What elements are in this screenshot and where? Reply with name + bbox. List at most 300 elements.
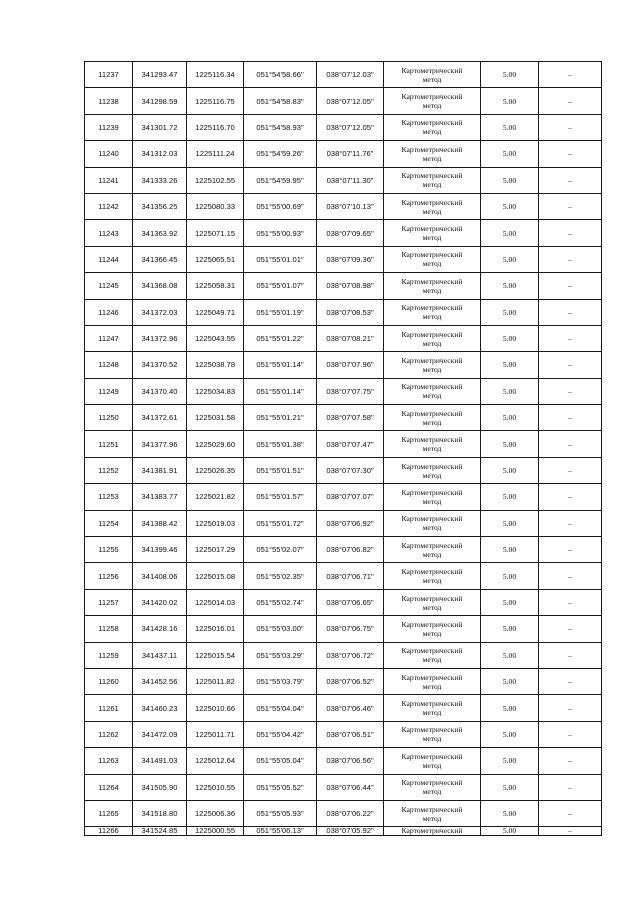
coord-y-cell: 1225012.64 (187, 748, 244, 774)
point-number-cell: 11258 (85, 616, 133, 642)
method-cell (384, 616, 481, 642)
method-line-2: метод (422, 153, 442, 163)
method-cell (384, 748, 481, 774)
method-line-1: Картометрический (401, 276, 463, 286)
point-number-cell: 11246 (85, 299, 133, 325)
note-cell: – (539, 800, 602, 826)
method-line-2: метод (422, 444, 442, 454)
longitude-cell: 038°07'07.47" (317, 431, 384, 457)
method-line-2: метод (422, 681, 442, 691)
latitude-cell: 051°55'01.14" (244, 352, 317, 378)
method-line-1: Картометрический (401, 382, 463, 392)
accuracy-cell: 5.00 (481, 405, 539, 431)
method-line-2: метод (422, 628, 442, 638)
method-line-1: Картометрический (401, 826, 463, 836)
method-line-1: Картометрический (401, 646, 463, 656)
method-line-1: Картометрический (401, 619, 463, 629)
table-row (85, 378, 602, 404)
point-number-cell: 11243 (85, 220, 133, 246)
method-cell (384, 668, 481, 694)
method-line-1: Картометрический (401, 461, 463, 471)
coord-y-cell: 1225029.60 (187, 431, 244, 457)
method-line-2: метод (422, 576, 442, 586)
method-line-1: Картометрический (401, 197, 463, 207)
coord-y-cell: 1225065.51 (187, 246, 244, 272)
method-line-2: метод (422, 338, 442, 348)
method-line-1: Картометрический (401, 329, 463, 339)
longitude-cell: 038°07'07.75" (317, 378, 384, 404)
longitude-cell: 038°07'09.36" (317, 246, 384, 272)
method-line-1: Картометрический (401, 408, 463, 418)
table-row (85, 431, 602, 457)
table-row (85, 273, 602, 299)
coord-y-cell: 1225021.82 (187, 484, 244, 510)
method-line-2: метод (422, 206, 442, 216)
point-number-cell: 11266 (85, 827, 133, 836)
method-cell (384, 88, 481, 114)
method-line-1: Картометрический (401, 514, 463, 524)
coord-x-cell: 341372.03 (133, 299, 187, 325)
coord-y-cell: 1225026.35 (187, 457, 244, 483)
method-line-1: Картометрический (401, 303, 463, 313)
method-line-2: метод (422, 259, 442, 269)
longitude-cell: 038°07'05.92" (317, 827, 384, 836)
coord-y-cell: 1225019.03 (187, 510, 244, 536)
method-line-1: Картометрический (401, 778, 463, 788)
latitude-cell: 051°55'05.52" (244, 774, 317, 800)
accuracy-cell: 5.00 (481, 378, 539, 404)
longitude-cell: 038°07'09.65" (317, 220, 384, 246)
point-number-cell: 11256 (85, 563, 133, 589)
point-number-cell: 11263 (85, 748, 133, 774)
latitude-cell: 051°55'01.38" (244, 431, 317, 457)
method-cell (384, 273, 481, 299)
method-line-1: Картометрический (401, 250, 463, 260)
point-number-cell: 11265 (85, 800, 133, 826)
coord-x-cell: 341293.47 (133, 62, 187, 88)
table-row (85, 563, 602, 589)
coord-x-cell: 341372.61 (133, 405, 187, 431)
note-cell: – (539, 88, 602, 114)
table-row (85, 220, 602, 246)
method-cell (384, 62, 481, 88)
point-number-cell: 11248 (85, 352, 133, 378)
note-cell: – (539, 141, 602, 167)
method-line-2: метод (422, 285, 442, 295)
accuracy-cell: 5.00 (481, 299, 539, 325)
coord-y-cell: 1225116.75 (187, 88, 244, 114)
method-line-2: метод (422, 180, 442, 190)
table-row (85, 405, 602, 431)
point-number-cell: 11252 (85, 457, 133, 483)
table-row (85, 352, 602, 378)
coord-x-cell: 341518.80 (133, 800, 187, 826)
note-cell: – (539, 62, 602, 88)
point-number-cell: 11255 (85, 537, 133, 563)
longitude-cell: 038°07'06.51" (317, 721, 384, 747)
longitude-cell: 038°07'06.65" (317, 589, 384, 615)
coord-y-cell: 1225017.29 (187, 537, 244, 563)
accuracy-cell: 5.00 (481, 695, 539, 721)
latitude-cell: 051°55'00.69" (244, 193, 317, 219)
longitude-cell: 038°07'06.71" (317, 563, 384, 589)
point-number-cell: 11249 (85, 378, 133, 404)
coord-x-cell: 341408.06 (133, 563, 187, 589)
note-cell: – (539, 431, 602, 457)
method-cell (384, 325, 481, 351)
method-cell (384, 167, 481, 193)
coord-x-cell: 341460.23 (133, 695, 187, 721)
table-row (85, 642, 602, 668)
method-cell (384, 352, 481, 378)
table-row (85, 537, 602, 563)
latitude-cell: 051°54'59.95" (244, 167, 317, 193)
coord-y-cell: 1225015.54 (187, 642, 244, 668)
longitude-cell: 038°07'06.22" (317, 800, 384, 826)
coord-y-cell: 1225010.55 (187, 774, 244, 800)
table-row (85, 668, 602, 694)
note-cell: – (539, 748, 602, 774)
note-cell: – (539, 220, 602, 246)
table-row (85, 721, 602, 747)
coord-x-cell: 341363.92 (133, 220, 187, 246)
coord-x-cell: 341420.02 (133, 589, 187, 615)
point-number-cell: 11260 (85, 668, 133, 694)
method-line-1: Картометрический (401, 435, 463, 445)
note-cell: – (539, 774, 602, 800)
latitude-cell: 051°55'02.35" (244, 563, 317, 589)
point-number-cell: 11250 (85, 405, 133, 431)
coord-x-cell: 341370.52 (133, 352, 187, 378)
point-number-cell: 11259 (85, 642, 133, 668)
accuracy-cell: 5.00 (481, 616, 539, 642)
latitude-cell: 051°54'58.83" (244, 88, 317, 114)
table-row (85, 246, 602, 272)
latitude-cell: 051°55'01.07" (244, 273, 317, 299)
coord-x-cell: 341370.40 (133, 378, 187, 404)
point-number-cell: 11247 (85, 325, 133, 351)
latitude-cell: 051°55'01.14" (244, 378, 317, 404)
coord-x-cell: 341399.46 (133, 537, 187, 563)
note-cell: – (539, 405, 602, 431)
method-line-1: Картометрический (401, 65, 463, 75)
note-cell: – (539, 695, 602, 721)
note-cell: – (539, 642, 602, 668)
accuracy-cell: 5.00 (481, 589, 539, 615)
coord-x-cell: 341381.91 (133, 457, 187, 483)
method-line-2: метод (422, 655, 442, 665)
longitude-cell: 038°07'11.76" (317, 141, 384, 167)
note-cell: – (539, 589, 602, 615)
longitude-cell: 038°07'06.56" (317, 748, 384, 774)
method-line-1: Картометрический (401, 355, 463, 365)
coord-x-cell: 341356.25 (133, 193, 187, 219)
method-line-2: метод (422, 364, 442, 374)
point-number-cell: 11254 (85, 510, 133, 536)
method-line-2: метод (422, 734, 442, 744)
coord-x-cell: 341333.26 (133, 167, 187, 193)
latitude-cell: 051°55'01.72" (244, 510, 317, 536)
coord-x-cell: 341301.72 (133, 114, 187, 140)
table-row (85, 88, 602, 114)
method-line-2: метод (422, 391, 442, 401)
accuracy-cell: 5.00 (481, 167, 539, 193)
accuracy-cell: 5.00 (481, 510, 539, 536)
table-row (85, 827, 602, 836)
coord-y-cell: 1225000.55 (187, 827, 244, 836)
coord-y-cell: 1225116.70 (187, 114, 244, 140)
coord-y-cell: 1225011.82 (187, 668, 244, 694)
accuracy-cell: 5.00 (481, 62, 539, 88)
point-number-cell: 11251 (85, 431, 133, 457)
method-cell (384, 774, 481, 800)
table-row (85, 193, 602, 219)
latitude-cell: 051°55'00.93" (244, 220, 317, 246)
point-number-cell: 11262 (85, 721, 133, 747)
latitude-cell: 051°54'58.66" (244, 62, 317, 88)
method-cell (384, 537, 481, 563)
note-cell: – (539, 167, 602, 193)
longitude-cell: 038°07'12.05" (317, 114, 384, 140)
accuracy-cell: 5.00 (481, 141, 539, 167)
method-line-2: метод (422, 602, 442, 612)
latitude-cell: 051°54'58.93" (244, 114, 317, 140)
longitude-cell: 038°07'07.07" (317, 484, 384, 510)
longitude-cell: 038°07'08.21" (317, 325, 384, 351)
method-cell (384, 695, 481, 721)
note-cell: – (539, 537, 602, 563)
method-line-2: метод (422, 496, 442, 506)
coord-x-cell: 341388.42 (133, 510, 187, 536)
longitude-cell: 038°07'08.98" (317, 273, 384, 299)
accuracy-cell: 5.00 (481, 563, 539, 589)
longitude-cell: 038°07'06.72" (317, 642, 384, 668)
accuracy-cell: 5.00 (481, 748, 539, 774)
note-cell: – (539, 352, 602, 378)
note-cell: – (539, 114, 602, 140)
table-row (85, 325, 602, 351)
accuracy-cell: 5.00 (481, 431, 539, 457)
point-number-cell: 11240 (85, 141, 133, 167)
method-cell (384, 378, 481, 404)
accuracy-cell: 5.00 (481, 800, 539, 826)
latitude-cell: 051°55'06.13" (244, 827, 317, 836)
latitude-cell: 051°55'01.01" (244, 246, 317, 272)
method-line-1: Картометрический (401, 804, 463, 814)
point-number-cell: 11257 (85, 589, 133, 615)
method-line-1: Картометрический (401, 699, 463, 709)
accuracy-cell: 5.00 (481, 193, 539, 219)
method-line-2: метод (422, 549, 442, 559)
method-cell (384, 721, 481, 747)
accuracy-cell: 5.00 (481, 457, 539, 483)
table-row (85, 141, 602, 167)
note-cell: – (539, 273, 602, 299)
longitude-cell: 038°07'06.82" (317, 537, 384, 563)
coord-y-cell: 1225038.78 (187, 352, 244, 378)
point-number-cell: 11237 (85, 62, 133, 88)
longitude-cell: 038°07'11.30" (317, 167, 384, 193)
accuracy-cell: 5.00 (481, 325, 539, 351)
note-cell: – (539, 827, 602, 836)
point-number-cell: 11239 (85, 114, 133, 140)
coord-x-cell: 341428.16 (133, 616, 187, 642)
method-line-1: Картометрический (401, 171, 463, 181)
table-row (85, 616, 602, 642)
coord-y-cell: 1225010.66 (187, 695, 244, 721)
note-cell: – (539, 721, 602, 747)
accuracy-cell: 5.00 (481, 114, 539, 140)
accuracy-cell: 5.00 (481, 246, 539, 272)
latitude-cell: 051°54'59.26" (244, 141, 317, 167)
point-number-cell: 11245 (85, 273, 133, 299)
method-cell (384, 800, 481, 826)
method-line-2: метод (422, 760, 442, 770)
coord-x-cell: 341366.45 (133, 246, 187, 272)
note-cell: – (539, 378, 602, 404)
method-line-1: Картометрический (401, 487, 463, 497)
coord-x-cell: 341452.56 (133, 668, 187, 694)
latitude-cell: 051°55'03.29" (244, 642, 317, 668)
point-number-cell: 11238 (85, 88, 133, 114)
coord-x-cell: 341383.77 (133, 484, 187, 510)
longitude-cell: 038°07'06.92" (317, 510, 384, 536)
note-cell: – (539, 193, 602, 219)
latitude-cell: 051°55'04.42" (244, 721, 317, 747)
coord-y-cell: 1225034.83 (187, 378, 244, 404)
method-cell (384, 642, 481, 668)
method-line-1: Картометрический (401, 224, 463, 234)
accuracy-cell: 5.00 (481, 668, 539, 694)
longitude-cell: 038°07'12.03" (317, 62, 384, 88)
table-row (85, 695, 602, 721)
table-row (85, 114, 602, 140)
coord-x-cell: 341372.96 (133, 325, 187, 351)
accuracy-cell: 5.00 (481, 537, 539, 563)
note-cell: – (539, 246, 602, 272)
accuracy-cell: 5.00 (481, 88, 539, 114)
longitude-cell: 038°07'12.05" (317, 88, 384, 114)
coord-x-cell: 341505.90 (133, 774, 187, 800)
method-cell (384, 827, 481, 836)
longitude-cell: 038°07'06.46" (317, 695, 384, 721)
table-row (85, 484, 602, 510)
method-cell (384, 114, 481, 140)
accuracy-cell: 5.00 (481, 220, 539, 246)
method-line-2: метод (422, 312, 442, 322)
note-cell: – (539, 457, 602, 483)
coord-y-cell: 1225016.01 (187, 616, 244, 642)
longitude-cell: 038°07'10.13" (317, 193, 384, 219)
longitude-cell: 038°07'06.52" (317, 668, 384, 694)
table-row (85, 62, 602, 88)
longitude-cell: 038°07'06.75" (317, 616, 384, 642)
accuracy-cell: 5.00 (481, 721, 539, 747)
longitude-cell: 038°07'06.44" (317, 774, 384, 800)
note-cell: – (539, 563, 602, 589)
coord-y-cell: 1225006.36 (187, 800, 244, 826)
latitude-cell: 051°55'01.22" (244, 325, 317, 351)
method-line-2: метод (422, 233, 442, 243)
method-line-2: метод (422, 127, 442, 137)
point-number-cell: 11261 (85, 695, 133, 721)
method-line-1: Картометрический (401, 118, 463, 128)
method-cell (384, 431, 481, 457)
latitude-cell: 051°55'04.04" (244, 695, 317, 721)
method-cell (384, 457, 481, 483)
accuracy-cell: 5.00 (481, 484, 539, 510)
coordinates-table-body (85, 62, 602, 836)
coord-x-cell: 341377.96 (133, 431, 187, 457)
method-line-1: Картометрический (401, 92, 463, 102)
table-row (85, 167, 602, 193)
method-cell (384, 510, 481, 536)
method-line-2: метод (422, 470, 442, 480)
table-row (85, 589, 602, 615)
longitude-cell: 038°07'07.96" (317, 352, 384, 378)
latitude-cell: 051°55'02.74" (244, 589, 317, 615)
coord-y-cell: 1225116.34 (187, 62, 244, 88)
method-line-1: Картометрический (401, 593, 463, 603)
coord-y-cell: 1225071.15 (187, 220, 244, 246)
method-line-1: Картометрический (401, 672, 463, 682)
method-line-2: метод (422, 523, 442, 533)
longitude-cell: 038°07'08.53" (317, 299, 384, 325)
method-cell (384, 563, 481, 589)
method-line-2: метод (422, 813, 442, 823)
longitude-cell: 038°07'07.30" (317, 457, 384, 483)
method-cell (384, 405, 481, 431)
note-cell: – (539, 668, 602, 694)
latitude-cell: 051°55'01.19" (244, 299, 317, 325)
coord-y-cell: 1225014.03 (187, 589, 244, 615)
coord-y-cell: 1225058.31 (187, 273, 244, 299)
coord-x-cell: 341524.85 (133, 827, 187, 836)
note-cell: – (539, 325, 602, 351)
latitude-cell: 051°55'01.57" (244, 484, 317, 510)
note-cell: – (539, 299, 602, 325)
table-row (85, 457, 602, 483)
method-line-2: метод (422, 74, 442, 84)
method-cell (384, 299, 481, 325)
coord-y-cell: 1225080.33 (187, 193, 244, 219)
coord-x-cell: 341437.11 (133, 642, 187, 668)
method-cell (384, 220, 481, 246)
table-row (85, 748, 602, 774)
coord-x-cell: 341491.03 (133, 748, 187, 774)
coord-x-cell: 341472.09 (133, 721, 187, 747)
coord-y-cell: 1225111.24 (187, 141, 244, 167)
latitude-cell: 051°55'03.79" (244, 668, 317, 694)
method-line-2: метод (422, 417, 442, 427)
point-number-cell: 11253 (85, 484, 133, 510)
coord-y-cell: 1225011.71 (187, 721, 244, 747)
latitude-cell: 051°55'02.07" (244, 537, 317, 563)
method-cell (384, 484, 481, 510)
accuracy-cell: 5.00 (481, 827, 539, 836)
coordinates-table (84, 61, 602, 836)
note-cell: – (539, 484, 602, 510)
method-line-1: Картометрический (401, 725, 463, 735)
coord-x-cell: 341368.08 (133, 273, 187, 299)
method-line-2: метод (422, 787, 442, 797)
coord-y-cell: 1225015.08 (187, 563, 244, 589)
point-number-cell: 11244 (85, 246, 133, 272)
longitude-cell: 038°07'07.58" (317, 405, 384, 431)
coord-y-cell: 1225102.55 (187, 167, 244, 193)
method-line-2: метод (422, 708, 442, 718)
method-line-1: Картометрический (401, 567, 463, 577)
